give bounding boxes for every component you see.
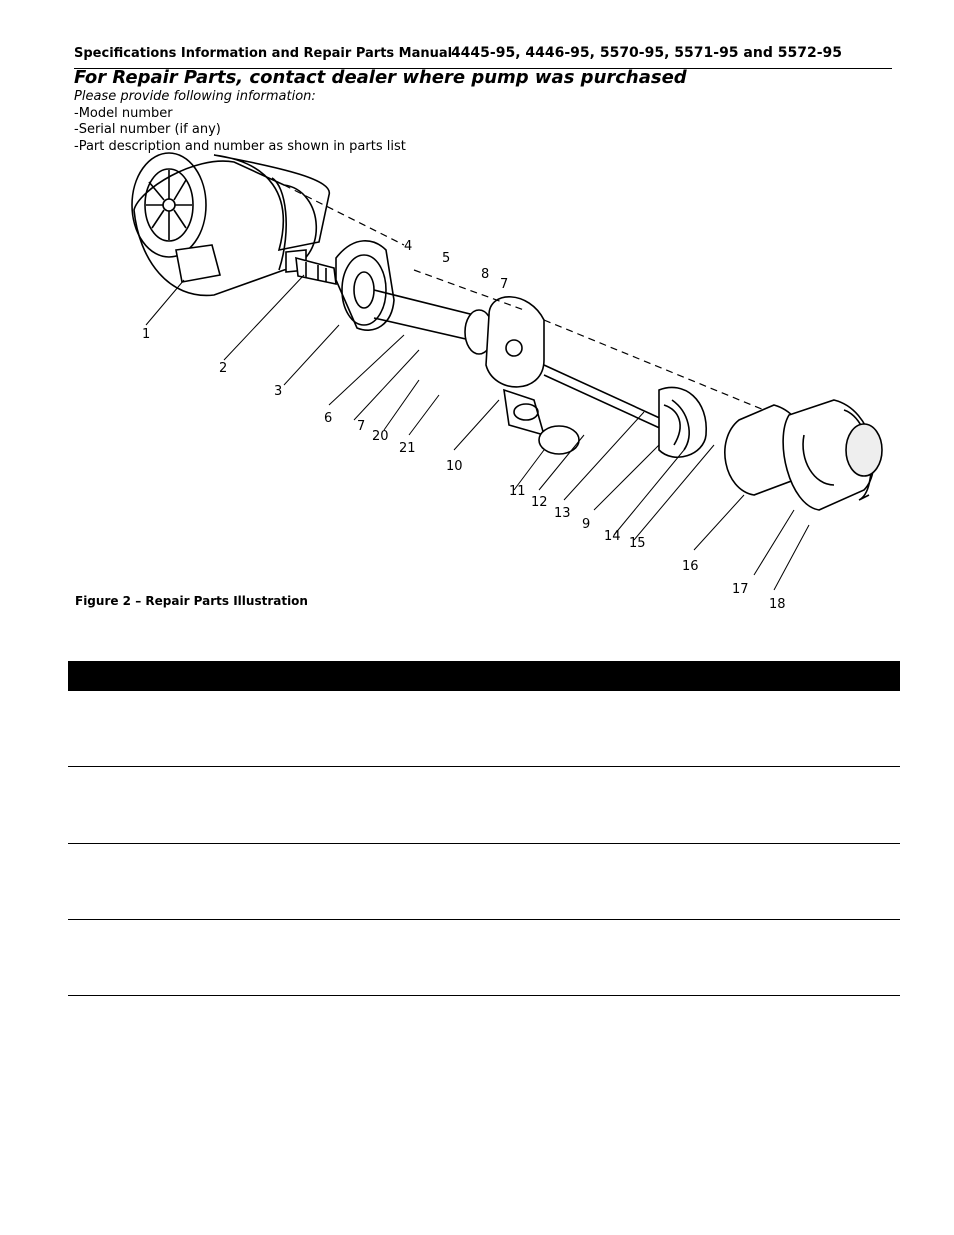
instruction-item: -Model number bbox=[74, 105, 173, 121]
callout-11: 11 bbox=[509, 484, 526, 499]
callout-13: 13 bbox=[554, 506, 571, 521]
row-divider bbox=[68, 995, 900, 996]
callout-6: 6 bbox=[324, 411, 333, 426]
callout-2: 2 bbox=[219, 361, 228, 376]
coupling-drawing bbox=[296, 258, 336, 284]
callout-14: 14 bbox=[604, 529, 621, 544]
model-numbers: 4445-95, 4446-95, 5570-95, 5571-95 and 5572-95 bbox=[450, 45, 842, 61]
callout-20: 20 bbox=[372, 429, 389, 444]
page-title: For Repair Parts, contact dealer where pump was purchased bbox=[74, 67, 687, 88]
impeller-drawing bbox=[659, 387, 706, 457]
callout-21: 21 bbox=[399, 441, 416, 456]
parts-list-header-bar bbox=[68, 661, 900, 691]
bracket-drawing bbox=[336, 241, 494, 354]
callout-5: 5 bbox=[442, 251, 451, 266]
instruction-item: -Part description and number as shown in parts list bbox=[74, 138, 406, 154]
callout-17: 17 bbox=[732, 582, 749, 597]
exploded-pump-drawing bbox=[74, 150, 894, 620]
row-divider bbox=[68, 919, 900, 920]
instruction-item: -Serial number (if any) bbox=[74, 122, 221, 137]
callout-10: 10 bbox=[446, 459, 463, 474]
callout-3: 3 bbox=[274, 384, 283, 399]
figure-caption: Figure 2 – Repair Parts Illustration bbox=[75, 594, 308, 608]
callout-12: 12 bbox=[531, 495, 548, 510]
callout-7b: 7 bbox=[500, 277, 509, 292]
callout-7: 7 bbox=[357, 419, 366, 434]
callout-9: 9 bbox=[582, 517, 591, 532]
callout-1: 1 bbox=[142, 327, 151, 342]
callout-16: 16 bbox=[682, 559, 699, 574]
manual-title: Specifications Information and Repair Parts Manual bbox=[74, 46, 453, 61]
page-header bbox=[74, 46, 892, 69]
row-divider bbox=[68, 843, 900, 844]
callout-15: 15 bbox=[629, 536, 646, 551]
callout-8: 8 bbox=[481, 267, 490, 282]
volute-drawing bbox=[783, 400, 882, 510]
seal-plate-drawing bbox=[486, 297, 544, 435]
instructions bbox=[74, 89, 406, 155]
instructions-lead: Please provide following information: bbox=[74, 89, 316, 104]
repair-parts-illustration bbox=[74, 150, 894, 620]
callout-4: 4 bbox=[404, 239, 413, 254]
callout-18: 18 bbox=[769, 597, 786, 612]
row-divider bbox=[68, 766, 900, 767]
